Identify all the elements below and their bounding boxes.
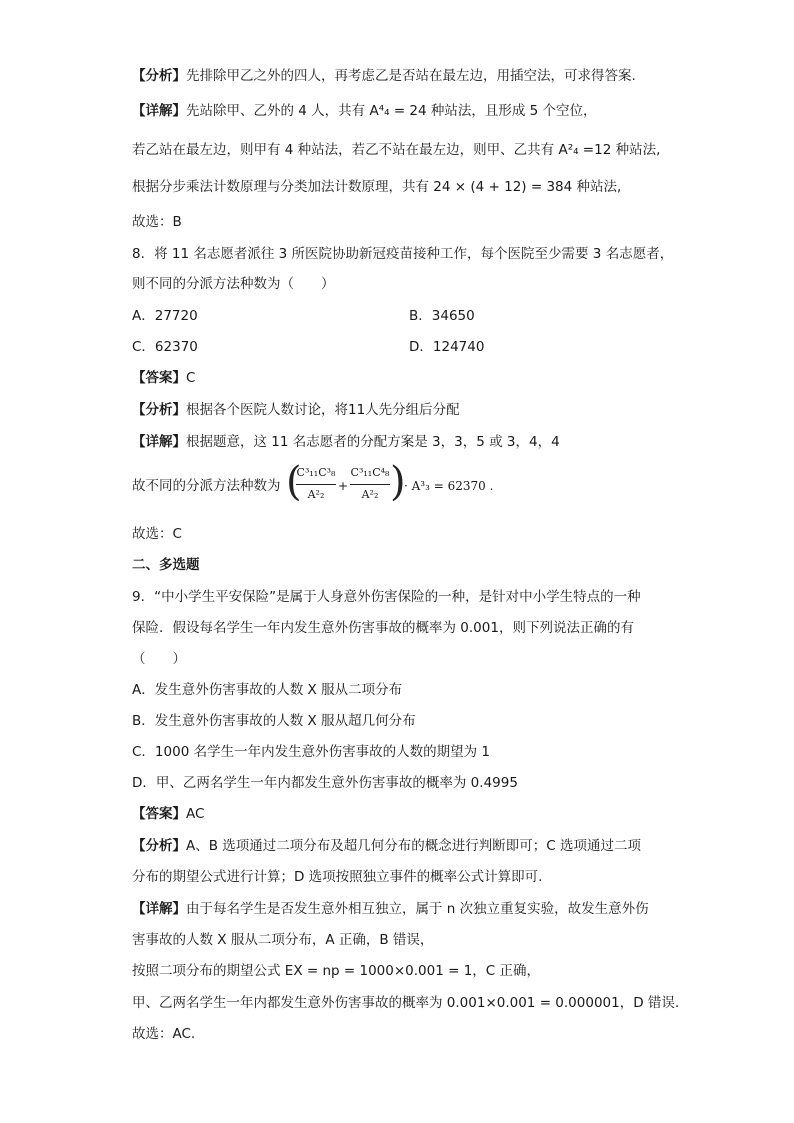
q8-option-b: B．34650 xyxy=(409,308,475,324)
fraction-1 xyxy=(296,464,336,503)
q8-stem-line1: 8．将 11 名志愿者派往 3 所医院协助新冠疫苗接种工作，每个医院至少需要 3 名志愿者， xyxy=(132,246,674,262)
analysis-tag: 【分析】 xyxy=(132,68,186,84)
fraction-2-denominator: A²₂ xyxy=(361,488,379,501)
q7-answer: 故选：B xyxy=(132,214,182,230)
answer-tag: 【答案】 xyxy=(132,370,186,386)
q9-answer: 故选：AC. xyxy=(132,1026,196,1042)
fraction-2-numerator: C³₁₁C⁴₈ xyxy=(350,464,390,485)
fraction-2 xyxy=(350,464,390,503)
detail-text: 由于每名学生是否发生意外相互独立，属于 n 次独立重复实验，故发生意外伤 xyxy=(186,901,649,917)
analysis-text: A、B 选项通过二项分布及超几何分布的概念进行判断即可；C 选项通过二项 xyxy=(186,838,642,854)
q9-analysis-line2: 分布的期望公式进行计算；D 选项按照独立事件的概率公式计算即可. xyxy=(132,869,543,885)
q9-detail xyxy=(132,899,649,919)
q9-stem-line1: 9．“中小学生平安保险”是属于人身意外伤害保险的一种，是针对中小学生特点的一种 xyxy=(132,589,641,605)
q7-analysis xyxy=(132,66,636,86)
q9-option-b: B．发生意外伤害事故的人数 X 服从超几何分布 xyxy=(132,713,416,729)
answer-text: C xyxy=(186,370,196,386)
formula-tail: · A³₃ = 62370 . xyxy=(404,479,494,493)
q8-answer: 故选：C xyxy=(132,526,182,542)
detail-tag: 【详解】 xyxy=(132,103,186,119)
analysis-tag: 【分析】 xyxy=(132,838,186,854)
plus-sign: + xyxy=(338,479,349,493)
q9-analysis xyxy=(132,836,641,856)
analysis-text: 先排除甲乙之外的四人，再考虑乙是否站在最左边，用插空法，可求得答案. xyxy=(186,68,636,84)
q7-detail-line3: 根据分步乘法计数原理与分类加法计数原理，共有 24 × (4 + 12) = 384 种站法, xyxy=(132,179,622,195)
analysis-tag: 【分析】 xyxy=(132,402,186,418)
q8-analysis xyxy=(132,400,460,420)
detail-tag: 【详解】 xyxy=(132,434,186,450)
q9-stem-line2: 保险．假设每名学生一年内发生意外伤害事故的概率为 0.001，则下列说法正确的有 xyxy=(132,620,634,636)
q9-option-d: D．甲、乙两名学生一年内都发生意外伤害事故的概率为 0.4995 xyxy=(132,775,518,791)
q9-stem-line3: （ ） xyxy=(132,651,186,667)
answer-text: AC xyxy=(186,806,205,822)
q9-option-c: C．1000 名学生一年内发生意外伤害事故的人数的期望为 1 xyxy=(132,744,490,760)
q7-detail-line2: 若乙站在最左边，则甲有 4 种站法，若乙不站在最左边，则甲、乙共有 A²₄ =12 种站法, xyxy=(132,142,661,158)
q9-detail-line2: 害事故的人数 X 服从二项分布，A 正确，B 错误， xyxy=(132,932,434,948)
q8-option-d: D．124740 xyxy=(409,339,485,355)
q8-option-a: A．27720 xyxy=(132,308,198,324)
detail-text: 先站除甲、乙外的 4 人，共有 A⁴₄ = 24 种站法，且形成 5 个空位， xyxy=(186,103,597,119)
q8-detail xyxy=(132,432,560,452)
section-heading: 二、多选题 xyxy=(132,557,200,573)
q7-detail xyxy=(132,101,597,121)
q8-stem-line2: 则不同的分派方法种数为（ ） xyxy=(132,276,335,292)
detail-tag: 【详解】 xyxy=(132,901,186,917)
answer-tag: 【答案】 xyxy=(132,806,186,822)
q9-detail-line3: 按照二项分布的期望公式 EX = np = 1000×0.001 = 1，C 正确， xyxy=(132,963,540,979)
q8-answer-line xyxy=(132,368,195,388)
q8-option-c: C．62370 xyxy=(132,339,198,355)
q9-option-a: A．发生意外伤害事故的人数 X 服从二项分布 xyxy=(132,682,403,698)
q9-detail-line4: 甲、乙两名学生一年内都发生意外伤害事故的概率为 0.001×0.001 = 0.000001，D 错误. xyxy=(132,995,680,1011)
q8-formula-lead: 故不同的分派方法种数为 xyxy=(132,478,281,494)
close-paren: ) xyxy=(390,459,406,505)
fraction-1-denominator: A²₂ xyxy=(307,488,325,501)
analysis-text: 根据各个医院人数讨论，将11人先分组后分配 xyxy=(186,402,460,418)
fraction-1-numerator: C³₁₁C³₈ xyxy=(296,464,336,485)
q9-answer-line xyxy=(132,804,204,824)
open-paren: ( xyxy=(286,459,302,505)
detail-text: 根据题意，这 11 名志愿者的分配方案是 3，3，5 或 3，4，4 xyxy=(186,434,560,450)
